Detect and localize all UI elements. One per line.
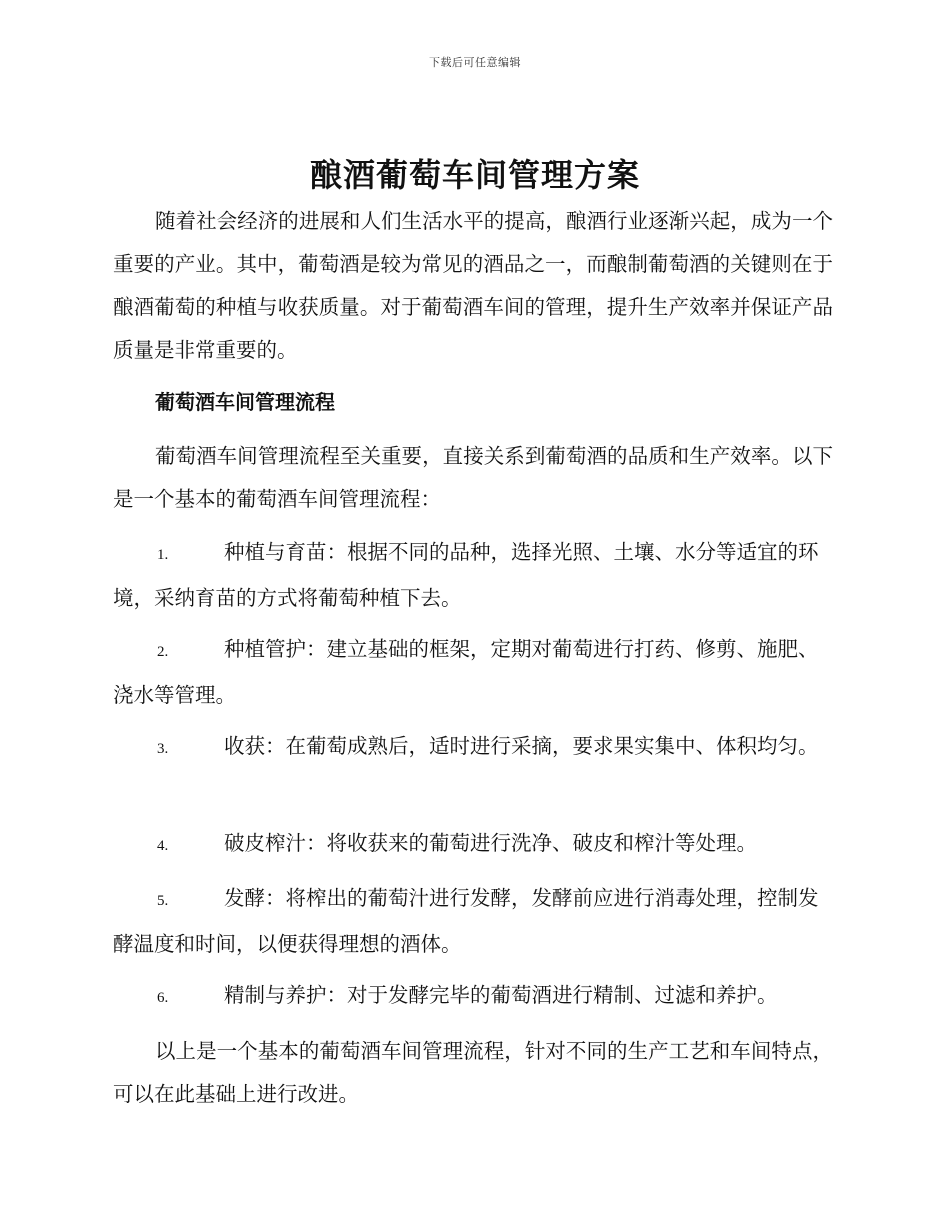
- list-item-text: 精制与养护：对于发酵完毕的葡萄酒进行精制、过滤和养护。: [224, 983, 778, 1007]
- list-item: [113, 974, 833, 1020]
- closing-paragraph: 以上是一个基本的葡萄酒车间管理流程，针对不同的生产工艺和车间特点，可以在此基础上进行改进。: [113, 1039, 833, 1106]
- list-item-number: 3.: [157, 741, 169, 757]
- section-description: 葡萄酒车间管理流程至关重要，直接关系到葡萄酒的品质和生产效率。以下是一个基本的葡萄酒车间管理流程：: [113, 444, 833, 511]
- list-item-number: 1.: [157, 547, 169, 563]
- document-title: 酿酒葡萄车间管理方案: [309, 156, 640, 194]
- list-item-number: 2.: [157, 644, 169, 660]
- list-item-number: 6.: [157, 990, 169, 1006]
- intro-paragraph: 随着社会经济的进展和人们生活水平的提高，酿酒行业逐渐兴起，成为一个重要的产业。其中，葡萄酒是较为常见的酒品之一，而酿制葡萄酒的关键则在于酿酒葡萄的种植与收获质量。对于葡萄酒车间的管理，提升生产效率并保证产品质量是非常重要的。: [113, 209, 833, 362]
- section-heading: 葡萄酒车间管理流程: [155, 390, 335, 414]
- list-item: [113, 531, 833, 620]
- list-item: [113, 822, 833, 868]
- list-item: [113, 725, 833, 771]
- list-item-text: 种植与育苗：根据不同的品种，选择光照、土壤、水分等适宜的环境，采纳育苗的方式将葡萄种植下去。: [113, 540, 819, 610]
- header-note: 下载后可任意编辑: [429, 56, 521, 69]
- list-item-number: 5.: [157, 893, 169, 909]
- list-item: [113, 877, 833, 966]
- list-item: [113, 628, 833, 717]
- list-item-number: 4.: [157, 838, 169, 854]
- list-item-text: 种植管护：建立基础的框架，定期对葡萄进行打药、修剪、施肥、浇水等管理。: [113, 637, 819, 707]
- list-item-text: 破皮榨汁：将收获来的葡萄进行洗净、破皮和榨汁等处理。: [224, 831, 757, 855]
- list-item-text: 发酵：将榨出的葡萄汁进行发酵，发酵前应进行消毒处理，控制发酵温度和时间，以便获得理想的酒体。: [113, 886, 819, 956]
- list-item-text: 收获：在葡萄成熟后，适时进行采摘，要求果实集中、体积均匀。: [224, 734, 819, 758]
